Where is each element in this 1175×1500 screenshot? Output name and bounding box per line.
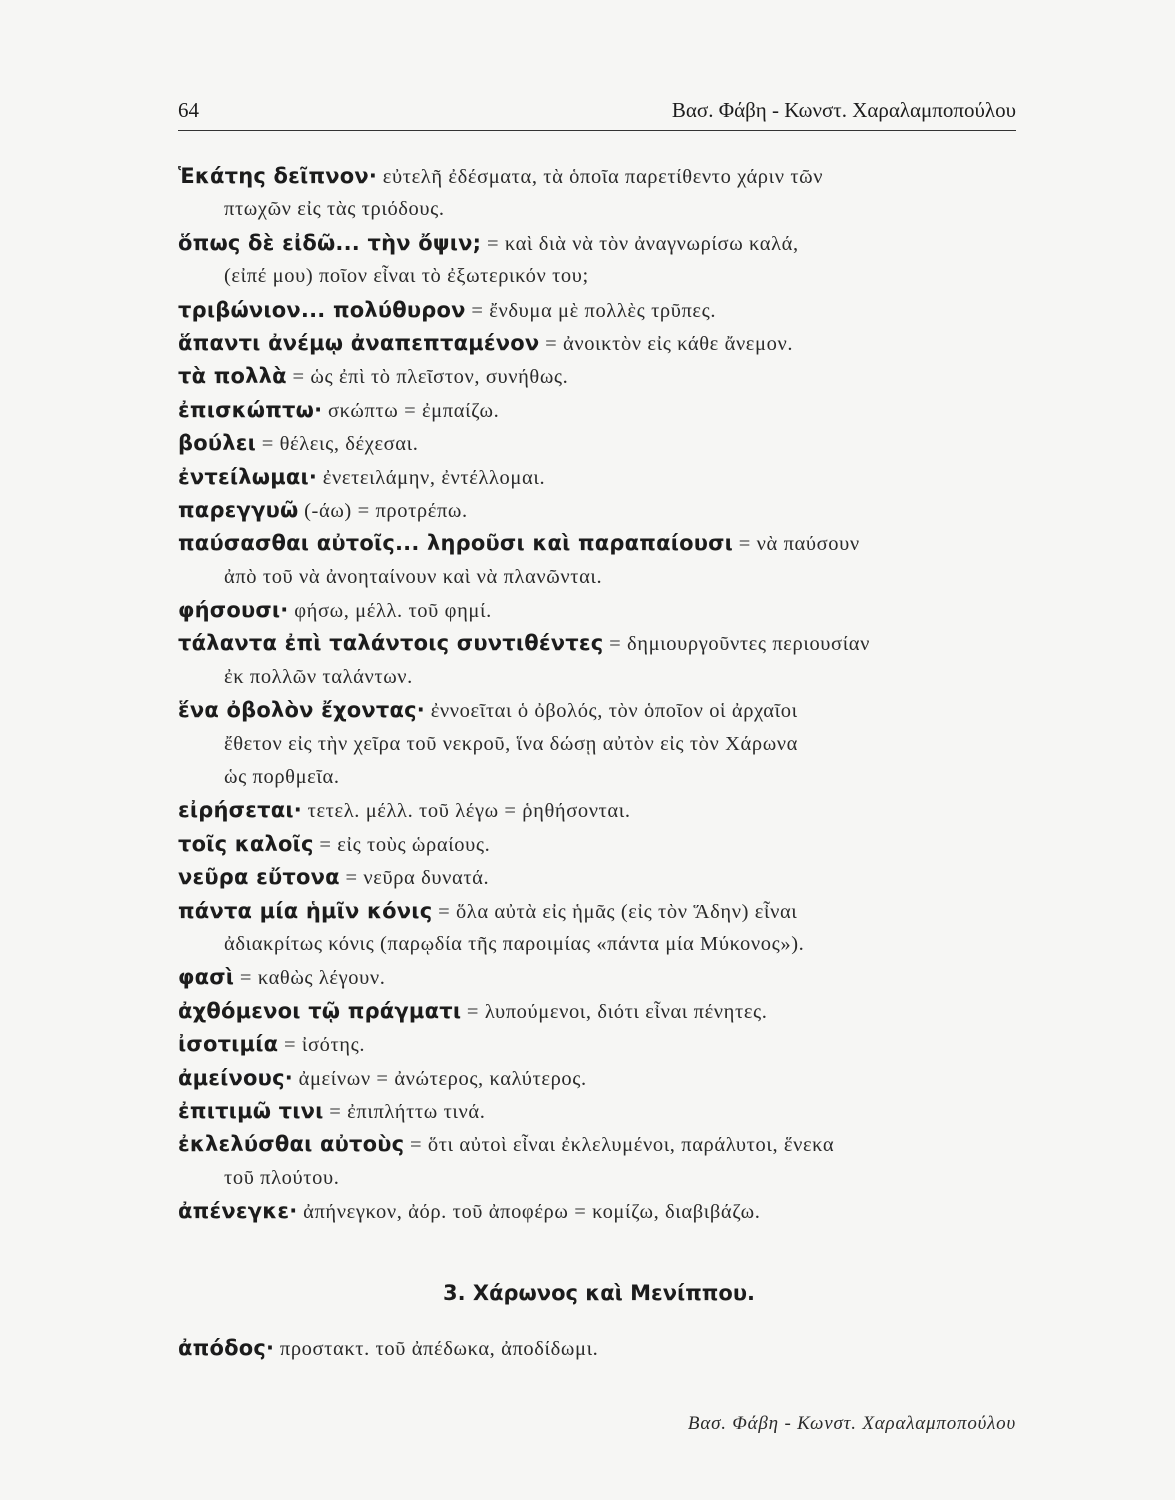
entry-definition: = καὶ διὰ νὰ τὸν ἀναγνωρίσω καλά, [481, 232, 799, 255]
glossary-entry [178, 160, 1020, 193]
entry-term: ἀπένεγκε· [178, 1199, 298, 1224]
entry-term: ἀμείνους· [178, 1065, 293, 1090]
entry-continuation: πτωχῶν εἰς τὰς τριόδους. [224, 198, 445, 221]
glossary-entry [178, 1195, 1020, 1228]
glossary-entry [178, 527, 1020, 560]
header-rule [178, 130, 1016, 131]
glossary-entry [178, 627, 1020, 660]
entry-term: ἅπαντι ἀνέμῳ ἀναπεπταμένον [178, 330, 540, 355]
entry-continuation: (εἰπέ μου) ποῖον εἶναι τὸ ἐξωτερικόν του; [224, 265, 589, 288]
entry-definition: προστακτ. τοῦ ἀπέδωκα, ἀποδίδωμι. [274, 1338, 599, 1360]
entry-definition: ἐννοεῖται ὁ ὀβολός, τὸν ὁποῖον οἱ ἀρχαῖοι [424, 700, 798, 723]
section-title: 3. Χάρωνος καὶ Μενίππου. [442, 1281, 756, 1305]
entry-term: ἀχθόμενοι τῷ πράγματι [178, 998, 462, 1023]
entry-term: ὅπως δὲ εἰδῶ... τὴν ὄψιν; [178, 230, 482, 255]
entry-definition: (-άω) = προτρέπω. [298, 499, 468, 522]
glossary-entry [178, 961, 1020, 994]
entry-term: τριβώνιον... πολύθυρον [178, 297, 466, 322]
entry-definition: φήσω, μέλλ. τοῦ φημί. [288, 600, 492, 623]
glossary-entry [178, 861, 1020, 894]
entry-continuation: ἀπὸ τοῦ νὰ ἀνοηταίνουν καὶ νὰ πλανῶνται. [224, 565, 603, 588]
glossary-entry [178, 895, 1020, 928]
entry-term: ἀπόδος· [178, 1336, 275, 1360]
glossary-entry [178, 694, 1020, 727]
entry-continuation: τοῦ πλούτου. [224, 1166, 340, 1189]
glossary-entry [178, 227, 1020, 260]
entry-definition: = καθὼς λέγουν. [234, 967, 386, 990]
running-title: Βασ. Φάβη - Κωνστ. Χαραλαμποπούλου [671, 98, 1016, 122]
entry-definition: = δημιουργοῦντες περιουσίαν [603, 633, 871, 656]
entry-definition: ἀπήνεγκον, ἀόρ. τοῦ ἀποφέρω = κομίζω, διαβιβάζω. [297, 1201, 761, 1224]
entry-definition: = ἰσότης. [278, 1034, 366, 1057]
entry-definition: = λυπούμενοι, διότι εἶναι πένητες. [461, 1000, 768, 1023]
glossary-entry [178, 1128, 1020, 1161]
entry-term: φασὶ [178, 965, 235, 990]
glossary-entry [178, 1332, 1020, 1365]
glossary-entry [178, 427, 1020, 460]
entry-term: παρεγγυῶ [178, 497, 299, 522]
entry-definition: = ὡς ἐπὶ τὸ πλεῖστον, συνήθως. [286, 366, 569, 389]
entry-definition: εὐτελῆ ἐδέσματα, τὰ ὁποῖα παρετίθεντο χάριν τῶν [377, 166, 824, 188]
entry-term: τάλαντα ἐπὶ ταλάντοις συντιθέντες [178, 631, 604, 656]
glossary-entry [178, 794, 1020, 827]
entry-definition: τετελ. μέλλ. τοῦ λέγω = ῥηθήσονται. [301, 800, 631, 823]
entry-term: ἐκλελύσθαι αὐτοὺς [178, 1132, 405, 1157]
glossary-entry [178, 360, 1020, 393]
glossary-entry [178, 461, 1020, 494]
entry-definition: = ἔνδυμα μὲ πολλὲς τρῦπες. [465, 299, 717, 322]
glossary-entries-after-section [178, 1332, 1020, 1365]
entry-term: φήσουσι· [178, 598, 289, 623]
glossary-entry [178, 1062, 1020, 1095]
entry-term: ἐπισκώπτω· [178, 397, 323, 422]
entry-definition: = ἀνοικτὸν εἰς κάθε ἄνεμον. [539, 332, 794, 355]
glossary-entry [178, 828, 1020, 861]
glossary-entry [178, 294, 1020, 327]
page-header [178, 98, 1016, 130]
entry-term: ἐντείλωμαι· [178, 464, 318, 489]
entry-continuation: ἔθετον εἰς τὴν χεῖρα τοῦ νεκροῦ, ἵνα δώσῃ αὐτὸν εἰς τὸν Χάρωνα [224, 732, 799, 755]
entry-definition: = ἐπιπλήττω τινά. [323, 1100, 486, 1123]
entry-term: ἕνα ὀβολὸν ἔχοντας· [178, 698, 425, 723]
glossary-entry [178, 1028, 1020, 1061]
glossary-entry [178, 594, 1020, 627]
glossary-entry [178, 494, 1020, 527]
entry-definition: = εἰς τοὺς ὡραίους. [313, 833, 491, 856]
entry-definition: σκώπτω = ἐμπαίζω. [322, 399, 500, 422]
entry-term: ἰσοτιμία [178, 1032, 279, 1057]
glossary-entry [178, 1095, 1020, 1128]
entry-definition: = ὅτι αὐτοὶ εἶναι ἐκλελυμένοι, παράλυτοι, ἕνεκα [404, 1134, 835, 1157]
glossary-entry [178, 327, 1020, 360]
entry-definition: = νεῦρα δυνατά. [339, 867, 490, 890]
page-number: 64 [178, 98, 199, 122]
entry-definition: = ὅλα αὐτὰ εἰς ἡμᾶς (εἰς τὸν Ἅδην) εἶναι [432, 900, 798, 923]
entry-term: τοῖς καλοῖς [178, 831, 314, 856]
entry-term: νεῦρα εὔτονα [178, 865, 340, 890]
entry-definition: ἐνετειλάμην, ἐντέλλομαι. [317, 466, 546, 489]
entry-continuation: ἐκ πολλῶν ταλάντων. [224, 665, 413, 688]
entry-term: πάντα μία ἡμῖν κόνις [178, 898, 433, 923]
entry-term: εἰρήσεται· [178, 798, 302, 823]
glossary-entry [178, 394, 1020, 427]
entry-continuation: ὡς πορθμεῖα. [224, 766, 340, 789]
entry-term: τὰ πολλὰ [178, 364, 287, 389]
entry-term: βούλει [178, 431, 257, 456]
glossary-entry [178, 995, 1020, 1028]
entry-term: ἐπιτιμῶ τινι [178, 1098, 324, 1123]
glossary-entries [178, 160, 1020, 1229]
entry-term: Ἑκάτης δεῖπνον· [178, 164, 378, 188]
entry-definition: = θέλεις, δέχεσαι. [256, 433, 419, 456]
entry-continuation: ἀδιακρίτως κόνις (παρῳδία τῆς παροιμίας «πάντα μία Μύκονος»). [224, 932, 805, 955]
page-footer: Βασ. Φάβη - Κωνστ. Χαραλαμποπούλου [687, 1413, 1016, 1434]
entry-definition: = νὰ παύσουν [733, 533, 860, 556]
entry-definition: ἀμείνων = ἀνώτερος, καλύτερος. [292, 1067, 587, 1090]
entry-term: παύσασθαι αὐτοῖς... ληροῦσι καὶ παραπαίουσι [178, 531, 734, 556]
